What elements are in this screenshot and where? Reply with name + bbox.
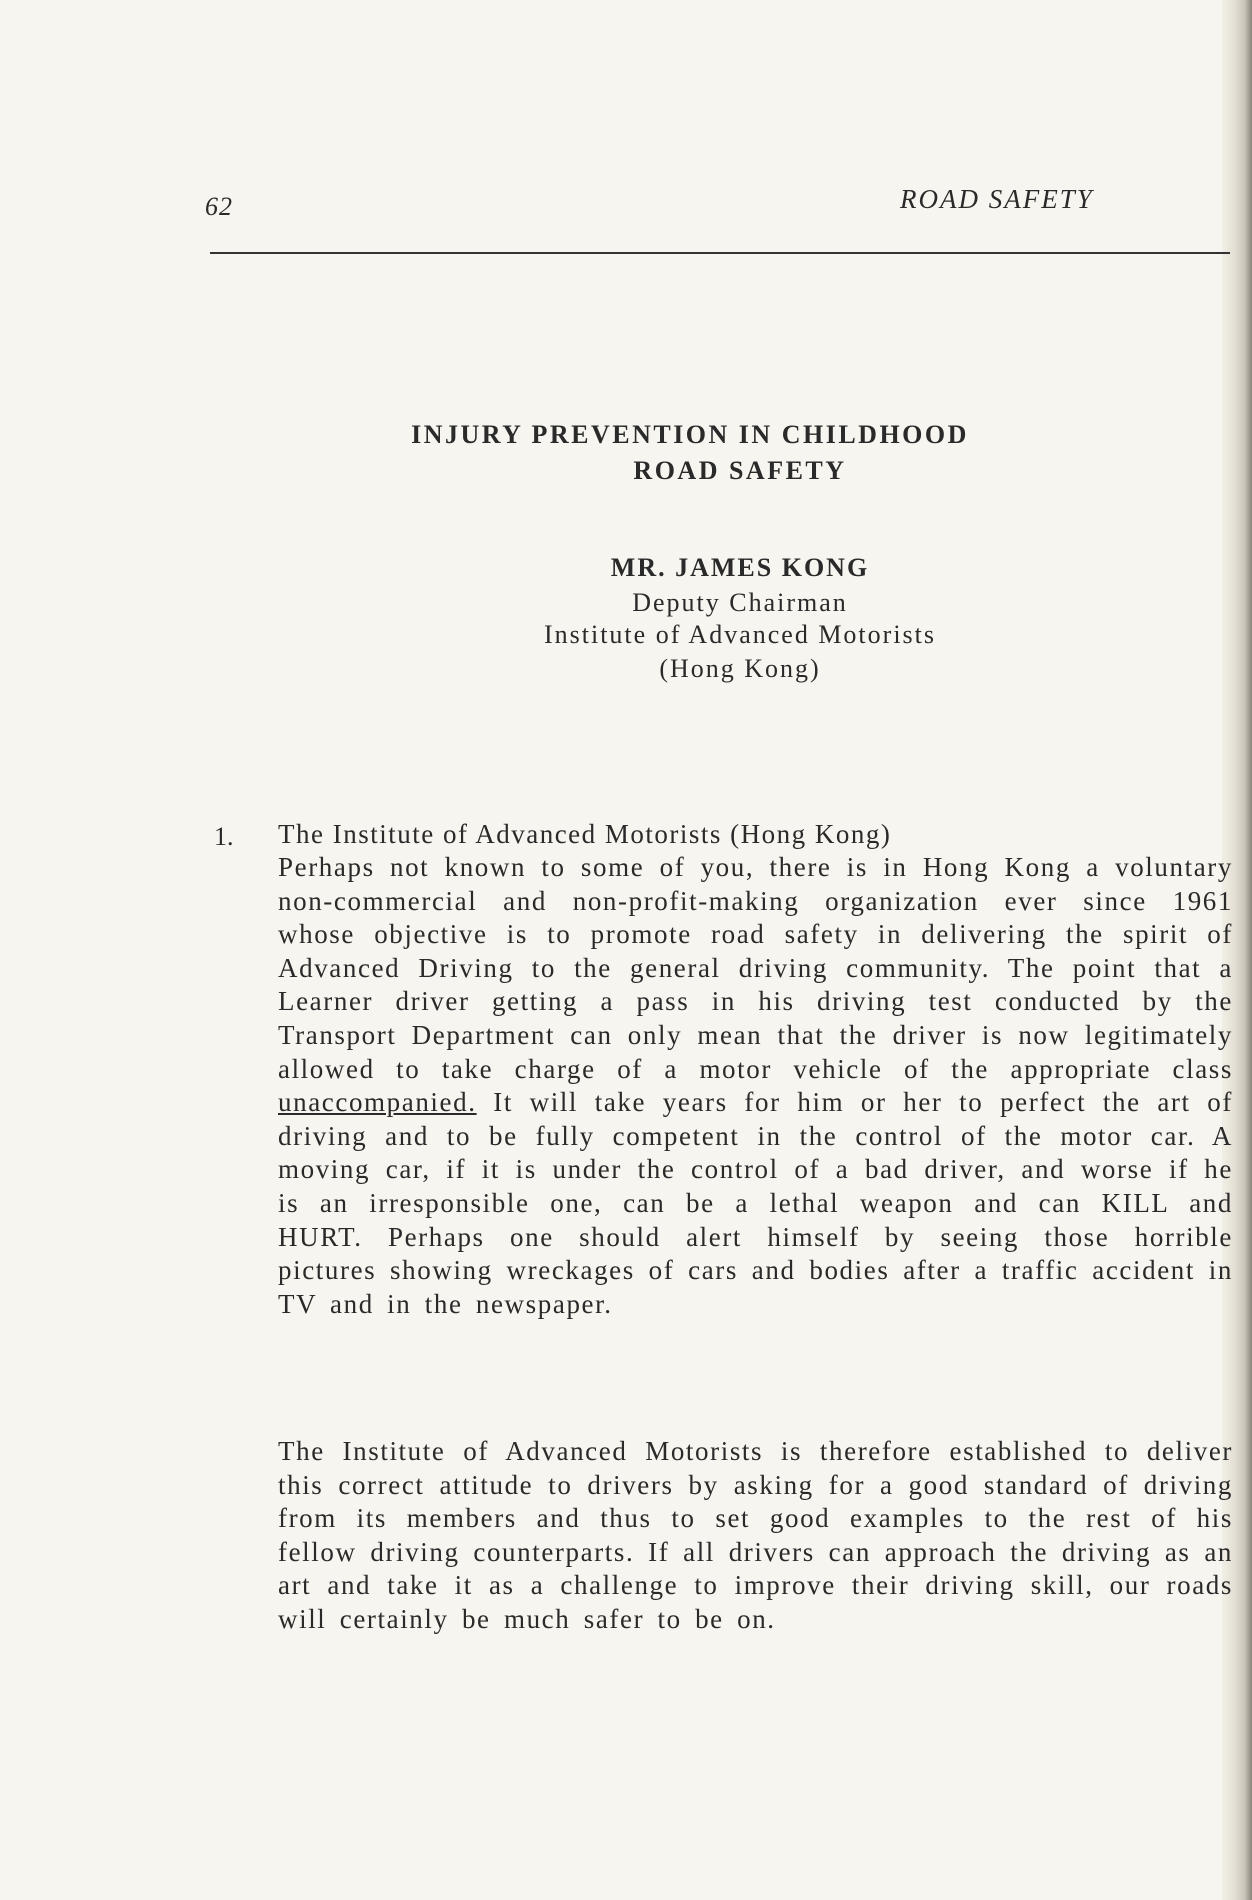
paragraph-1-text-b: It will take years for him or her to perfect the art of driving and to be fully competent in the control of the motor car. A moving car, if it is under the control of a bad driver, and worse if he is an irresponsible one, can be a lethal weapon and can KILL and HURT. Perhaps one should alert himself by seeing those horrible pictures showing wreckages of cars and bodies after a traffic accident in TV and in the newspaper. bbox=[278, 1087, 1233, 1319]
header-rule bbox=[210, 252, 1230, 254]
section-number: 1. bbox=[214, 822, 234, 851]
body-paragraph-2: The Institute of Advanced Motorists is therefore established to deliver this correct attitude to drivers by asking for a good standard of driving from its members and thus to set good examples to the rest of his fellow driving counterparts. If all drivers can approach the driving as an art and take it as a challenge to improve their driving skill, our roads will certainly be much safer to be on. bbox=[278, 1436, 1233, 1634]
running-head: ROAD SAFETY bbox=[900, 184, 1094, 214]
author-organization: Institute of Advanced Motorists bbox=[543, 620, 936, 649]
paragraph-1-text-a: Perhaps not known to some of you, there is in Hong Kong a voluntary non-commercial and non-profit-making organization ever since 1961 whose objective is to promote road safety in delivering the spirit of Advanced Driving to the general driving community. The point that a Learner driver getting a pass in his driving test conducted by the Transport Department can only mean that the driver is now legitimately allowed to take charge of a motor vehicle of the appropriate class bbox=[278, 852, 1233, 1084]
article-title-line-2: ROAD SAFETY bbox=[633, 456, 847, 485]
author-location: (Hong Kong) bbox=[659, 654, 821, 683]
body-paragraph-1 bbox=[278, 851, 1233, 1411]
article-title-line-1: INJURY PREVENTION IN CHILDHOOD bbox=[411, 420, 969, 449]
page-number: 62 bbox=[205, 192, 233, 221]
underlined-word: unaccompanied. bbox=[278, 1087, 477, 1118]
author-name: MR. JAMES KONG bbox=[610, 553, 870, 582]
section-heading: The Institute of Advanced Motorists (Hong Kong) bbox=[278, 819, 892, 849]
author-role: Deputy Chairman bbox=[632, 588, 848, 617]
